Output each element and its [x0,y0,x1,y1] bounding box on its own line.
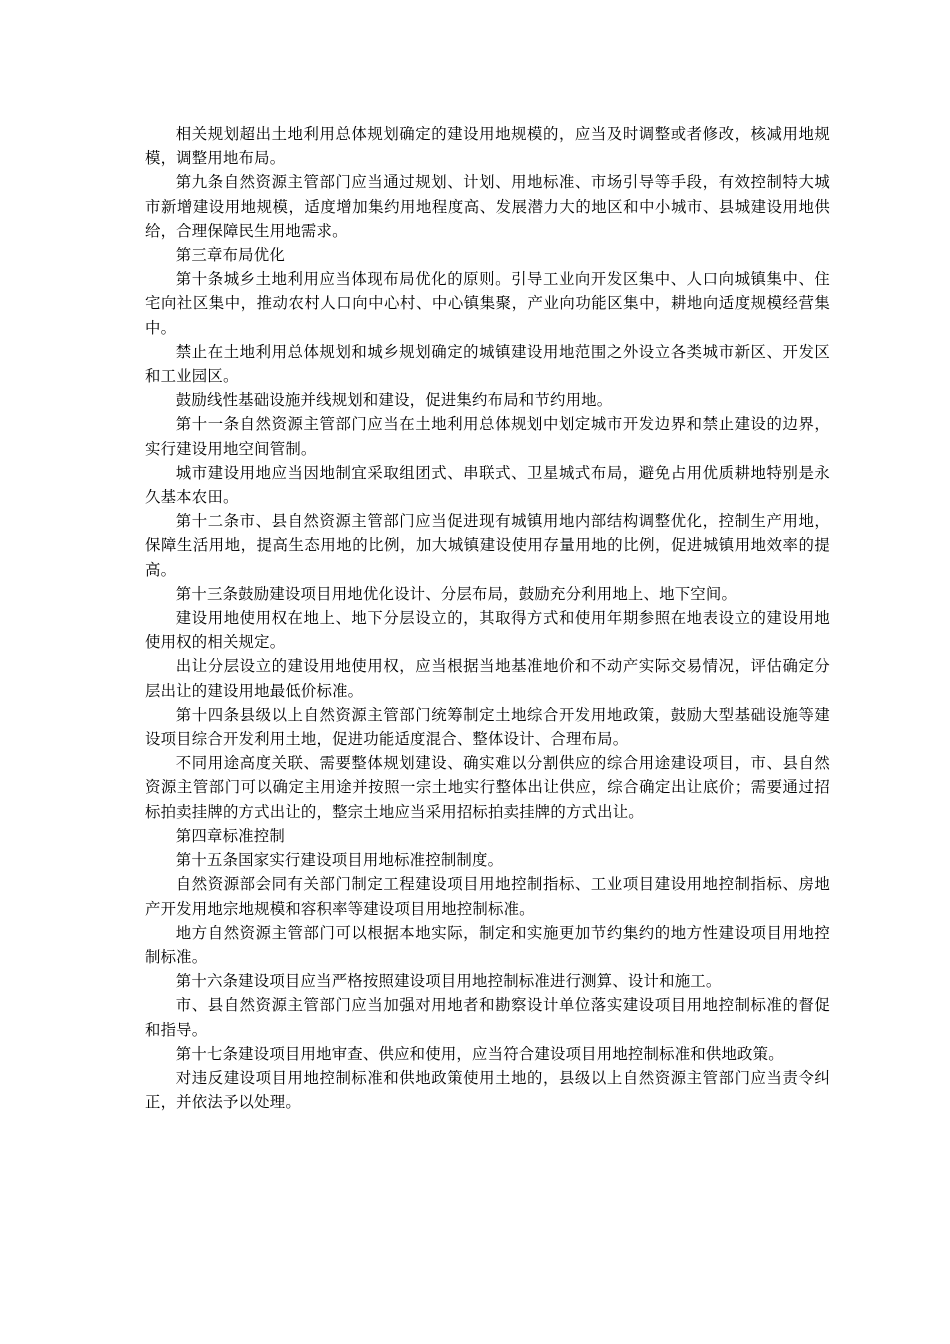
paragraph: 自然资源部会同有关部门制定工程建设项目用地控制指标、工业项目建设用地控制指标、房地产开发用地宗地规模和容积率等建设项目用地控制标准。 [145,875,830,918]
paragraph: 第十一条自然资源主管部门应当在土地利用总体规划中划定城市开发边界和禁止建设的边界，实行建设用地空间管制。 [145,415,830,458]
paragraph: 出让分层设立的建设用地使用权，应当根据当地基准地价和不动产实际交易情况，评估确定分层出让的建设用地最低价标准。 [145,657,830,700]
paragraph: 第十五条国家实行建设项目用地标准控制制度。 [175,851,504,870]
paragraph: 地方自然资源主管部门可以根据本地实际，制定和实施更加节约集约的地方性建设项目用地控制标准。 [145,923,830,966]
paragraph: 第十三条鼓励建设项目用地优化设计、分层布局，鼓励充分利用地上、地下空间。 [175,584,738,603]
chapter-heading: 第三章布局优化 [175,246,285,265]
chapter-heading: 第四章标准控制 [175,826,285,845]
paragraph: 第十条城乡土地利用应当体现布局优化的原则。引导工业向开发区集中、人口向城镇集中、住宅向社区集中，推动农村人口向中心村、中心镇集聚，产业向功能区集中，耕地向适度规模经营集中。 [145,270,830,337]
paragraph: 鼓励线性基础设施并线规划和建设，促进集约布局和节约用地。 [175,391,613,410]
paragraph: 第十二条市、县自然资源主管部门应当促进现有城镇用地内部结构调整优化，控制生产用地，保障生活用地，提高生态用地的比例，加大城镇建设使用存量用地的比例，促进城镇用地效率的提高。 [145,512,830,579]
paragraph: 第十七条建设项目用地审查、供应和使用，应当符合建设项目用地控制标准和供地政策。 [175,1044,784,1063]
paragraph: 相关规划超出土地利用总体规划确定的建设用地规模的，应当及时调整或者修改，核减用地规模，调整用地布局。 [145,125,830,168]
paragraph: 禁止在土地利用总体规划和城乡规划确定的城镇建设用地范围之外设立各类城市新区、开发区和工业园区。 [145,342,830,386]
paragraph: 对违反建设项目用地控制标准和供地政策使用土地的，县级以上自然资源主管部门应当责令纠正，并依法予以处理。 [145,1068,830,1112]
paragraph: 城市建设用地应当因地制宜采取组团式、串联式、卫星城式布局，避免占用优质耕地特别是永久基本农田。 [145,463,830,507]
paragraph: 第十四条县级以上自然资源主管部门统筹制定土地综合开发用地政策，鼓励大型基础设施等建设项目综合开发利用土地，促进功能适度混合、整体设计、合理布局。 [145,705,830,749]
paragraph: 第九条自然资源主管部门应当通过规划、计划、用地标准、市场引导等手段，有效控制特大城市新增建设用地规模，适度增加集约用地程度高、发展潜力大的地区和中小城市、县城建设用地供给，合理保障民生用地需求。 [145,173,830,240]
paragraph: 建设用地使用权在地上、地下分层设立的，其取得方式和使用年期参照在地表设立的建设用地使用权的相关规定。 [145,609,830,652]
paragraph: 不同用途高度关联、需要整体规划建设、确实难以分割供应的综合用途建设项目，市、县自然资源主管部门可以确定主用途并按照一宗土地实行整体出让供应，综合确定出让底价；需要通过招标拍卖挂牌的方式出让的，整宗土地应当采用招标拍卖挂牌的方式出让。 [145,754,830,821]
paragraph: 第十六条建设项目应当严格按照建设项目用地控制标准进行测算、设计和施工。 [175,972,722,991]
paragraph: 市、县自然资源主管部门应当加强对用地者和勘察设计单位落实建设项目用地控制标准的督促和指导。 [145,996,830,1039]
